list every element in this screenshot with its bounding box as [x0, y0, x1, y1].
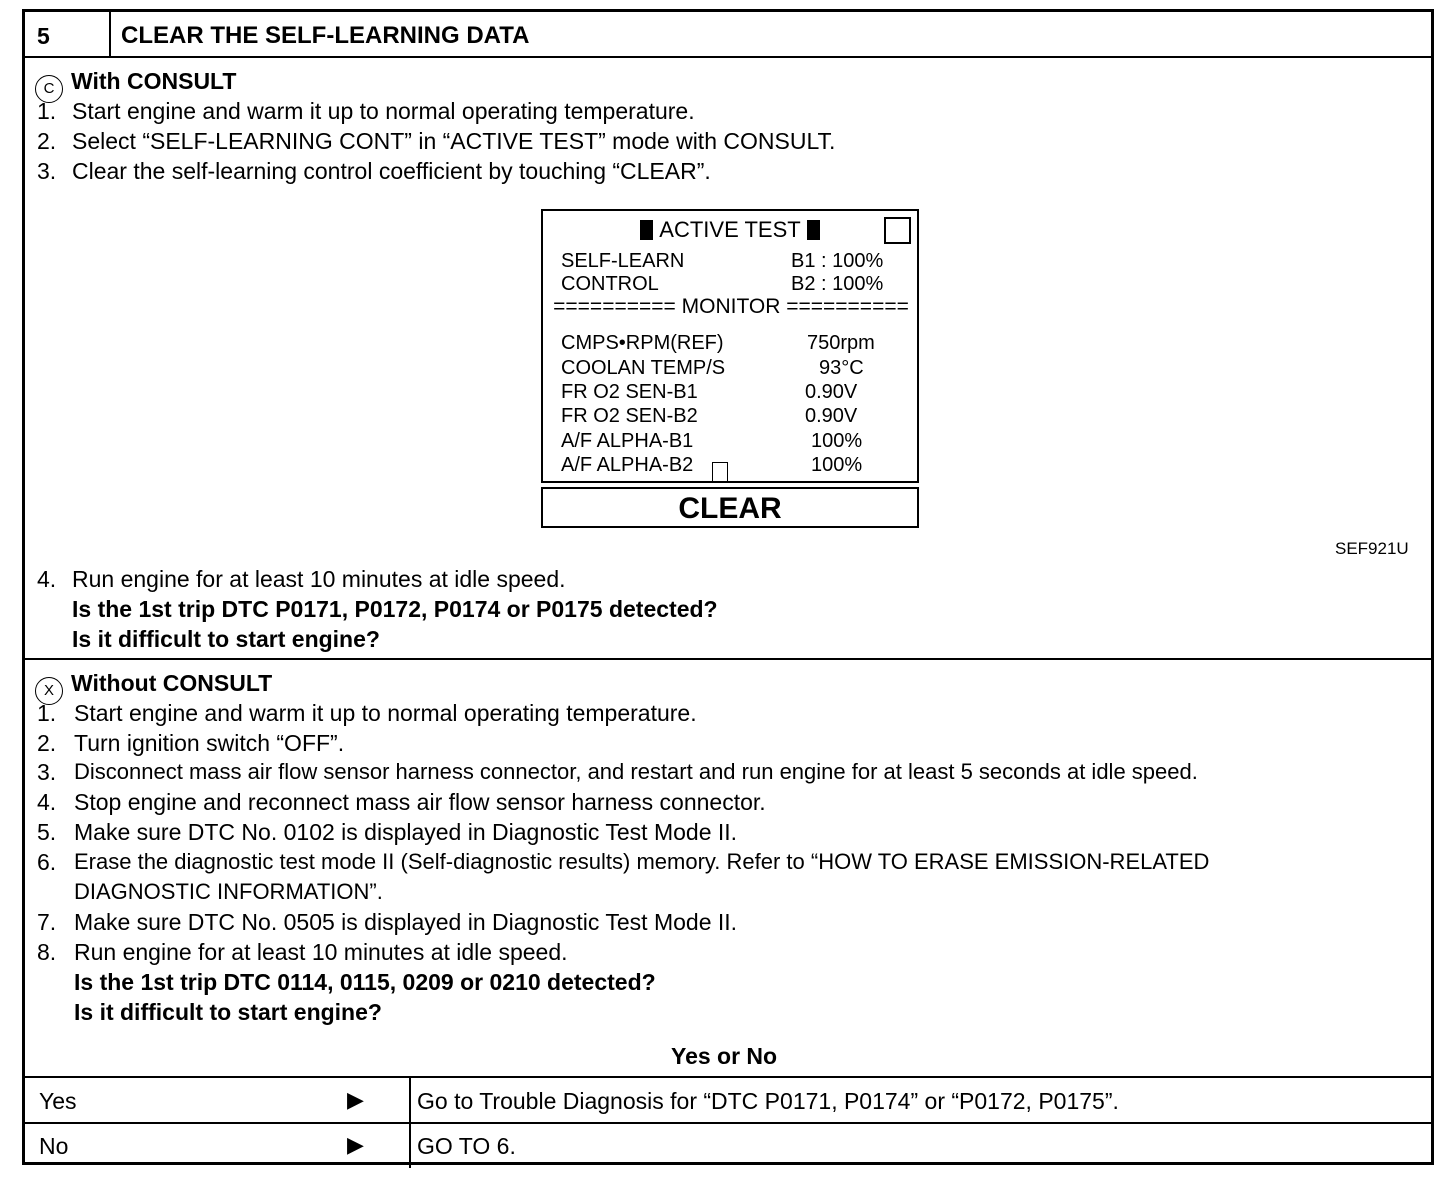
- table-divider: [25, 1122, 1431, 1124]
- result-action: Go to Trouble Diagnosis for “DTC P0171, P0174” or “P0172, P0175”.: [417, 1088, 1119, 1114]
- step-text-continued: DIAGNOSTIC INFORMATION”.: [74, 879, 383, 904]
- checkbox-icon: [884, 217, 911, 244]
- step-text: Start engine and warm it up to normal operating temperature.: [74, 700, 697, 726]
- monitor-divider: ========== MONITOR ==========: [553, 295, 909, 318]
- section-divider: [25, 658, 1431, 660]
- step-text: Make sure DTC No. 0102 is displayed in Diagnostic Test Mode II.: [74, 819, 738, 845]
- step-num: 1.: [37, 700, 57, 726]
- clear-button[interactable]: CLEAR: [541, 487, 919, 528]
- monitor-value: 0.90V: [805, 381, 858, 403]
- step-num: 5.: [37, 819, 57, 845]
- monitor-label: A/F ALPHA-B1: [561, 430, 694, 452]
- monitor-value: 100%: [811, 430, 863, 452]
- control-label: CONTROL: [561, 273, 659, 295]
- step-header: [25, 12, 1431, 58]
- monitor-value: 93°C: [819, 357, 864, 379]
- step-text: Run engine for at least 10 minutes at idle speed.: [74, 939, 568, 965]
- yes-or-no-label: Yes or No: [671, 1043, 778, 1069]
- procedure-frame: [22, 9, 1434, 1165]
- step-title: CLEAR THE SELF-LEARNING DATA: [121, 22, 530, 49]
- step-text: Start engine and warm it up to normal operating temperature.: [72, 98, 695, 124]
- block-marker-icon: [807, 220, 820, 240]
- step-num: 3.: [37, 158, 57, 184]
- active-test-title-text: ACTIVE TEST: [659, 217, 801, 242]
- self-learn-label: SELF-LEARN: [561, 250, 685, 272]
- monitor-label: FR O2 SEN-B2: [561, 405, 698, 427]
- without-consult-heading-text: Without CONSULT: [71, 670, 273, 696]
- step-text: Clear the self-learning control coefficient by touching “CLEAR”.: [72, 158, 711, 184]
- monitor-value: 100%: [811, 454, 863, 476]
- active-test-title: [543, 217, 917, 243]
- table-column-divider: [409, 1076, 411, 1168]
- consult-icon: C: [35, 75, 63, 103]
- step-num: 6.: [37, 849, 57, 875]
- answer-no: No: [39, 1133, 69, 1159]
- step-num: 7.: [37, 909, 57, 935]
- monitor-label: A/F ALPHA-B2: [561, 454, 694, 476]
- consult-screen: [541, 209, 919, 483]
- block-marker-icon: [640, 220, 653, 240]
- touch-hand-icon: [712, 462, 728, 482]
- no-consult-icon: X: [35, 677, 63, 705]
- question: Is it difficult to start engine?: [72, 626, 380, 652]
- step-num: 1.: [37, 98, 57, 124]
- with-consult-heading-text: With CONSULT: [71, 68, 237, 94]
- step-num: 4.: [37, 789, 57, 815]
- table-divider: [25, 1076, 1431, 1078]
- monitor-value: 750rpm: [807, 332, 875, 354]
- step-num: 3.: [37, 759, 57, 785]
- monitor-label: FR O2 SEN-B1: [561, 381, 698, 403]
- step-num: 4.: [37, 566, 57, 592]
- answer-yes: Yes: [39, 1088, 77, 1114]
- monitor-label: COOLAN TEMP/S: [561, 357, 726, 379]
- step-text: Turn ignition switch “OFF”.: [74, 730, 345, 756]
- step-text: Select “SELF-LEARNING CONT” in “ACTIVE TEST” mode with CONSULT.: [72, 128, 836, 154]
- step-num: 8.: [37, 939, 57, 965]
- step-text: Make sure DTC No. 0505 is displayed in Diagnostic Test Mode II.: [74, 909, 738, 935]
- figure-id: SEF921U: [1335, 539, 1409, 558]
- question: Is it difficult to start engine?: [74, 999, 382, 1025]
- step-text: Erase the diagnostic test mode II (Self-diagnostic results) memory. Refer to “HOW TO ERASE EMISSION-RELATED: [74, 849, 1210, 874]
- step-num: 2.: [37, 730, 57, 756]
- monitor-value: 0.90V: [805, 405, 858, 427]
- monitor-label: CMPS•RPM(REF): [561, 332, 724, 354]
- question: Is the 1st trip DTC P0171, P0172, P0174 or P0175 detected?: [72, 596, 718, 622]
- step-text: Stop engine and reconnect mass air flow sensor harness connector.: [74, 789, 766, 815]
- step-text: Disconnect mass air flow sensor harness connector, and restart and run engine for at least 5 seconds at idle speed.: [74, 759, 1198, 784]
- step-text: Run engine for at least 10 minutes at idle speed.: [72, 566, 566, 592]
- b2-value: B2 : 100%: [791, 273, 884, 295]
- arrow-right-icon: ▶: [347, 1087, 364, 1112]
- question: Is the 1st trip DTC 0114, 0115, 0209 or 0210 detected?: [74, 969, 656, 995]
- b1-value: B1 : 100%: [791, 250, 884, 272]
- arrow-right-icon: ▶: [347, 1132, 364, 1157]
- step-num: 2.: [37, 128, 57, 154]
- step-number: 5: [25, 12, 111, 56]
- result-action: GO TO 6.: [417, 1133, 516, 1159]
